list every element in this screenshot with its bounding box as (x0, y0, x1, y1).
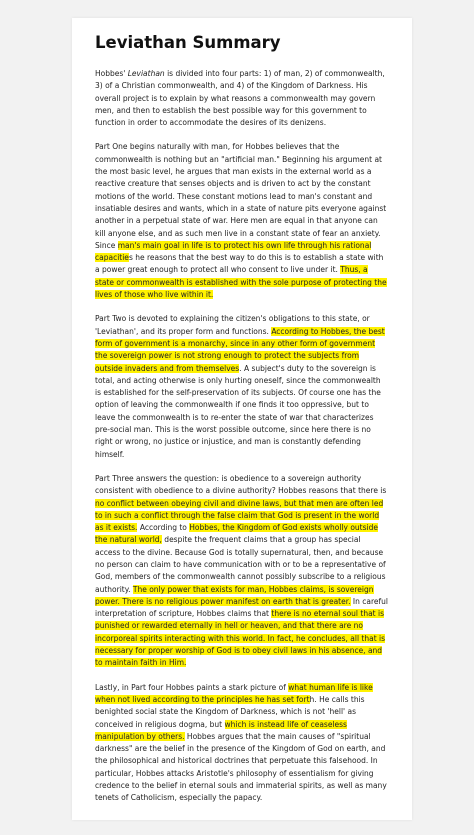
text-run: despite the frequent claims that a group has special access to the divine. Because God is totally supernatural, then, and because no person can claim to have communication with or to be a representative of God, members of the commonwealth cannot possibly subscribe to a religious authority. (95, 535, 386, 594)
highlighted-text: which is instead life of ceaseless manipulation by others. (95, 719, 347, 741)
text-run: Hobbes' (95, 69, 128, 78)
text-run: s he reasons that the best way to do this is to establish a state with a power great enough to protect all who consent to live under it. (95, 253, 384, 275)
highlighted-text: Hobbes, the Kingdom of God exists wholly outside the natural world, (95, 523, 378, 545)
text-run: . A subject's duty to the sovereign is total, and acting otherwise is only hurting oneself, since the commonwealth is established for the self-preservation of its subjects. Of course one has the option of leaving the commonwealth if one finds it too oppressive, but to leave the commonwealth is to re-enter the state of war that characterizes pre-social man. This is the worst possible outcome, since here there is no right or wrong, no justice or injustice, and man is constantly defending himself. (95, 363, 381, 459)
text-run: Part Three answers the question: is obedience to a sovereign authority consistent with obedience to a divine authority? Hobbes reasons that there is (95, 473, 387, 496)
text-run: Part Two is devoted to explaining the citizen's obligations to this state, or 'Leviathan', and its proper form and functions. (95, 314, 370, 336)
paragraph-intro (95, 68, 388, 129)
highlighted-text: there is no eternal soul that is punished or rewarded eternally in hell or heaven, and that there are no incorporeal spirits interacting with this world. In fact, he concludes, all that is necessary for proper worship of God is to obey civil laws in his absence, and to maintain faith in Him. (95, 609, 386, 668)
text-run: Lastly, in Part four Hobbes paints a stark picture of (95, 682, 289, 692)
text-run: According to (137, 523, 190, 533)
highlighted-text: man's main goal in life is to protect his own life through his rational capacitie (95, 240, 372, 263)
document-content (95, 32, 388, 817)
paragraph-part-four (95, 682, 388, 805)
text-run: h. He calls this benighted social state the Kingdom of Darkness, which is not 'hell' as conceived in religious dogma, but (95, 694, 365, 729)
page-title: Leviathan Summary (95, 33, 281, 52)
paragraph-part-one (95, 141, 388, 301)
highlighted-text: The only power that exists for man, Hobbes claims, is sovereign power. There is no religious power manifest on earth that is greater. (95, 584, 374, 606)
highlighted-text: Thus, a state or commonwealth is established with the sole purpose of protecting the lives of those who live within it. (95, 265, 387, 300)
highlighted-text: what human life is like when not lived according to the principles he has set fort (95, 682, 373, 704)
italic-title: Leviathan (127, 69, 165, 78)
highlighted-text: According to Hobbes, the best form of government is a monarchy, since in any other form of government the sovereign power is not strong enough to protect the subjects from outside invaders and from themselves (95, 326, 385, 373)
text-run: Hobbes argues that the main causes of "spiritual darkness" are the belief in the presence of the Kingdom of God on earth, and the philosophical and historical doctrines that perpetuate this falsehood. In particular, Hobbes attacks Aristotle's philosophy of essentialism for giving credence to the belief in eternal souls and immaterial spirits, as well as many tenets of Catholicism, especially the papacy. (95, 731, 387, 803)
paragraph-part-three (95, 473, 388, 670)
paragraph-part-two (95, 313, 388, 461)
text-run: is divided into four parts: 1) of man, 2) of commonwealth, 3) of a Christian commonwealth, and 4) of the Kingdom of Darkness. His overall project is to explain by what reasons a commonwealth may govern men, and then to establish the best possible way for this government to function in order to accommodate the desires of its denizens. (95, 69, 385, 128)
document-card (72, 18, 412, 820)
text-run: In careful interpretation of scripture, Hobbes claims that (95, 596, 388, 619)
highlighted-text: no conflict between obeying civil and divine laws, but that men are often led to in such a conflict through the false claim that God is present in the world as it exists. (95, 498, 384, 533)
text-run: Part One begins naturally with man, for Hobbes believes that the commonwealth is nothing but an "artificial man." Beginning his argument at the most basic level, he argues that man exists in the external world as a reactive creature that senses objects and is driven to act by the constant motions of the world. These constant motions lead to man's constant and insatiable desires and wants, which in a state of nature pits everyone against another in a perpetual state of war. Here men are equal in that anyone can kill anyone else, and as such men live in a constant state of fear an anxiety. Since (95, 142, 387, 250)
